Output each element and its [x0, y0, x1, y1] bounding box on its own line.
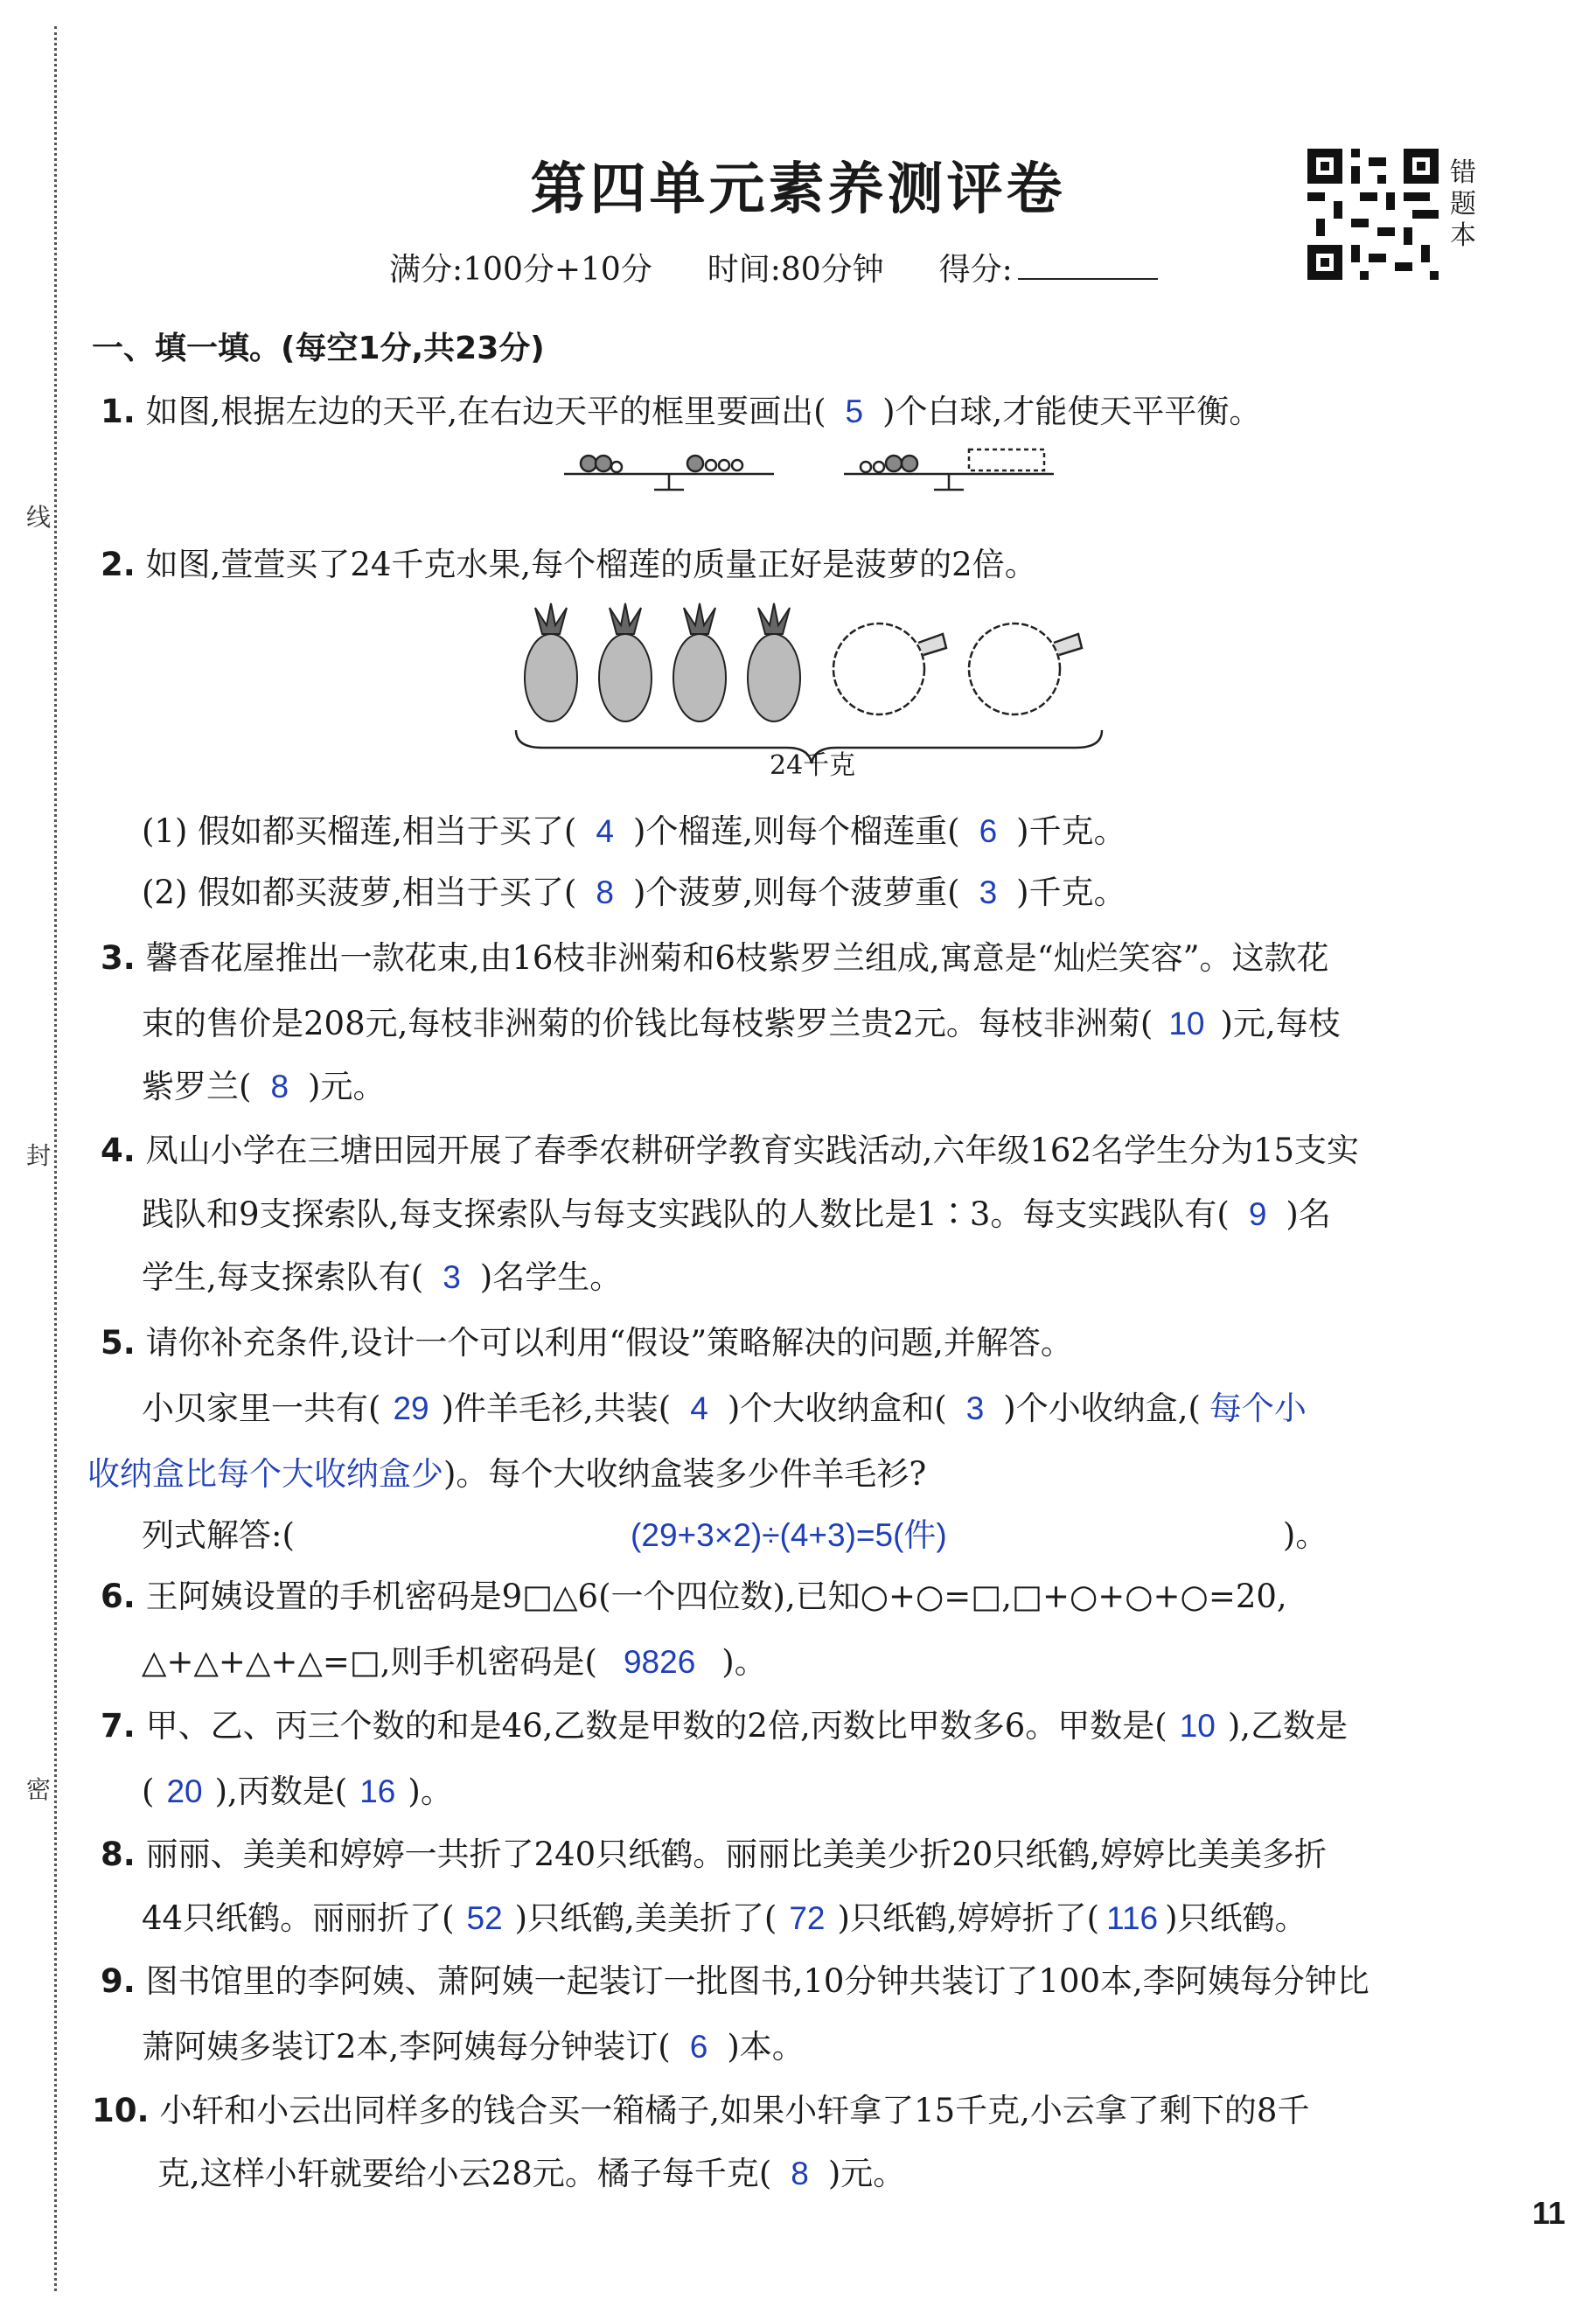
time-limit: 时间:80分钟	[707, 252, 884, 288]
full-score: 满分:100分+10分	[389, 252, 652, 288]
question-text: )元。	[308, 1068, 386, 1105]
question-3-line-2	[142, 997, 1341, 1044]
binding-mark-line: 线	[26, 503, 52, 532]
binding-mark-secret: 密	[26, 1775, 52, 1804]
question-text: 甲、乙、丙三个数的和是46,乙数是甲数的2倍,丙数比甲数多6。甲数是(	[145, 1707, 1167, 1745]
question-2-sub-1	[142, 805, 1126, 852]
question-number: 6.	[101, 1578, 136, 1615]
question-text: )。每个大收纳盒装多少件羊毛衫?	[443, 1455, 927, 1493]
question-7-line-2	[142, 1765, 453, 1812]
answer: 6	[979, 813, 998, 849]
binding-dotted-line	[54, 26, 57, 2291]
question-text: 束的售价是208元,每枝非洲菊的价钱比每枝紫罗兰贵2元。每枝非洲菊(	[142, 1005, 1153, 1042]
question-text: )千克。	[1016, 874, 1126, 911]
question-3	[101, 931, 1329, 979]
answer: 8	[791, 2156, 809, 2191]
answer: 5	[845, 394, 864, 429]
answer: 72	[789, 1900, 826, 1936]
question-text: 克,这样小轩就要给小云28元。橘子每千克(	[157, 2155, 772, 2192]
answer: 4	[596, 813, 614, 849]
question-10-line-2	[157, 2147, 905, 2194]
question-text: )元,每枝	[1220, 1005, 1341, 1042]
question-6-line-2	[142, 1635, 767, 1682]
question-5-line-4	[142, 1508, 1328, 1556]
left-balance-scale	[564, 456, 774, 490]
question-text: △+△+△+△=□,则手机密码是(	[142, 1643, 597, 1681]
question-number: 3.	[101, 939, 136, 977]
answer: 每个小	[1209, 1390, 1307, 1426]
question-number: 7.	[101, 1707, 136, 1745]
question-text: ),丙数是(	[214, 1773, 348, 1810]
question-5-line-2	[142, 1382, 1307, 1429]
question-4-line-2	[142, 1188, 1331, 1235]
answer: 116	[1106, 1900, 1159, 1936]
page-title: 第四单元素养测评卷	[530, 157, 1066, 222]
question-text: (1) 假如都买榴莲,相当于买了(	[142, 812, 577, 850]
answer: 20	[166, 1773, 203, 1809]
question-text: 图书馆里的李阿姨、萧阿姨一起装订一批图书,10分钟共装订了100本,李阿姨每分钟比	[145, 1962, 1369, 2000]
question-8	[101, 1828, 1327, 1875]
question-9-line-2	[142, 2020, 805, 2067]
question-2-sub-2	[142, 866, 1126, 913]
question-text: 践队和9支探索队,每支探索队与每支实践队的人数比是1∶3。每支实践队有(	[142, 1195, 1230, 1233]
question-text: )名	[1286, 1195, 1331, 1233]
answer: 52	[466, 1900, 503, 1936]
question-text: 凤山小学在三塘田园开展了春季农耕研学教育实践活动,六年级162名学生分为15支实	[145, 1132, 1360, 1169]
question-2	[101, 538, 1037, 585]
question-text: 如图,萱萱买了24千克水果,每个榴莲的质量正好是菠萝的2倍。	[145, 546, 1037, 583]
question-text: 萧阿姨多装订2本,李阿姨每分钟装订(	[142, 2028, 671, 2066]
question-text: )。	[721, 1643, 767, 1681]
question-text: )件羊毛衫,共装(	[441, 1390, 672, 1427]
question-text: 学生,每支探索队有(	[142, 1258, 424, 1296]
question-10	[92, 2084, 1309, 2131]
question-text: )个小收纳盒,(	[1003, 1390, 1201, 1427]
score-info	[389, 245, 1158, 289]
question-text: )只纸鹤。	[1165, 1899, 1307, 1937]
question-text: )个白球,才能使天平平衡。	[882, 393, 1262, 430]
question-text: 馨香花屋推出一款花束,由16枝非洲菊和6枝紫罗兰组成,寓意是“灿烂笑容”。这款花	[145, 939, 1329, 977]
question-text: 紫罗兰(	[142, 1068, 252, 1105]
answer: 10	[1179, 1708, 1216, 1744]
question-text: )只纸鹤,美美折了(	[514, 1899, 777, 1937]
answer: 16	[359, 1773, 396, 1809]
question-text: )个大收纳盒和(	[727, 1390, 947, 1427]
question-4	[101, 1124, 1359, 1171]
answer: 8	[596, 874, 614, 910]
answer: 3	[443, 1259, 461, 1295]
question-text: (2) 假如都买菠萝,相当于买了(	[142, 874, 577, 911]
answer: 收纳盒比每个大收纳盒少	[87, 1456, 443, 1492]
balance-scales-figure	[560, 446, 1058, 498]
answer: (29+3×2)÷(4+3)=5(件)	[631, 1517, 947, 1553]
qr-label: 错题本	[1450, 157, 1476, 251]
answer: 29	[393, 1390, 429, 1426]
answer: 3	[965, 1390, 985, 1426]
question-text: 列式解答:(	[142, 1516, 295, 1554]
question-text: ),乙数是	[1227, 1707, 1349, 1745]
figure-total-label: 24千克	[770, 750, 856, 781]
question-number: 5.	[101, 1324, 136, 1362]
question-text: 小轩和小云出同样多的钱合买一箱橘子,如果小轩拿了15千克,小云拿了剩下的8千	[159, 2092, 1310, 2129]
pineapple-icon	[525, 603, 800, 721]
question-text: (	[142, 1773, 155, 1810]
question-number: 4.	[101, 1132, 136, 1169]
question-text: )。	[408, 1773, 453, 1810]
answer: 4	[690, 1390, 708, 1426]
answer: 3	[979, 874, 998, 910]
durian-icon	[833, 624, 1082, 714]
question-text: )本。	[727, 2028, 805, 2066]
question-9	[101, 1954, 1369, 2002]
question-text: )。	[1282, 1516, 1328, 1554]
question-text: 如图,根据左边的天平,在右边天平的框里要画出(	[145, 393, 826, 430]
answer: 9	[1248, 1196, 1267, 1232]
question-text: 王阿姨设置的手机密码是9□△6(一个四位数),已知○+○=□,□+○+○+○=20,	[145, 1578, 1287, 1615]
question-text: )千克。	[1016, 812, 1126, 850]
question-text: 44只纸鹤。丽丽折了(	[142, 1899, 455, 1937]
question-text: )元。	[827, 2155, 906, 2192]
question-text: 小贝家里一共有(	[142, 1390, 381, 1427]
question-text: )个榴莲,则每个榴莲重(	[632, 812, 960, 850]
question-3-line-3	[142, 1060, 385, 1107]
score-label: 得分:	[938, 252, 1013, 288]
right-balance-scale	[844, 449, 1054, 490]
question-5-line-3	[87, 1447, 926, 1494]
question-number: 8.	[101, 1836, 136, 1873]
answer: 6	[689, 2029, 708, 2065]
question-text: )只纸鹤,婷婷折了(	[837, 1899, 1100, 1937]
section-1-title: 一、填一填。(每空1分,共23分)	[92, 331, 545, 366]
qr-code-icon[interactable]	[1307, 149, 1439, 280]
question-number: 9.	[101, 1962, 136, 2000]
question-6	[101, 1570, 1287, 1617]
score-blank	[1018, 278, 1158, 280]
question-text: 丽丽、美美和婷婷一共折了240只纸鹤。丽丽比美美少折20只纸鹤,婷婷比美美多折	[145, 1836, 1328, 1873]
question-1	[101, 385, 1261, 432]
answer: 8	[270, 1069, 289, 1104]
question-text: 请你补充条件,设计一个可以利用“假设”策略解决的问题,并解答。	[145, 1324, 1073, 1362]
question-text: )个菠萝,则每个菠萝重(	[632, 874, 960, 911]
answer: 10	[1168, 1006, 1205, 1042]
question-8-line-2	[142, 1892, 1307, 1939]
question-text: )名学生。	[479, 1258, 623, 1296]
question-number: 1.	[101, 393, 136, 430]
question-7	[101, 1699, 1348, 1746]
question-number: 10.	[92, 2092, 150, 2129]
question-4-line-3	[142, 1251, 622, 1298]
question-number: 2.	[101, 546, 136, 583]
page-number: 11	[1532, 2195, 1566, 2231]
binding-mark-seal: 封	[26, 1141, 52, 1170]
answer: 9826	[623, 1644, 696, 1680]
question-5	[101, 1316, 1073, 1363]
